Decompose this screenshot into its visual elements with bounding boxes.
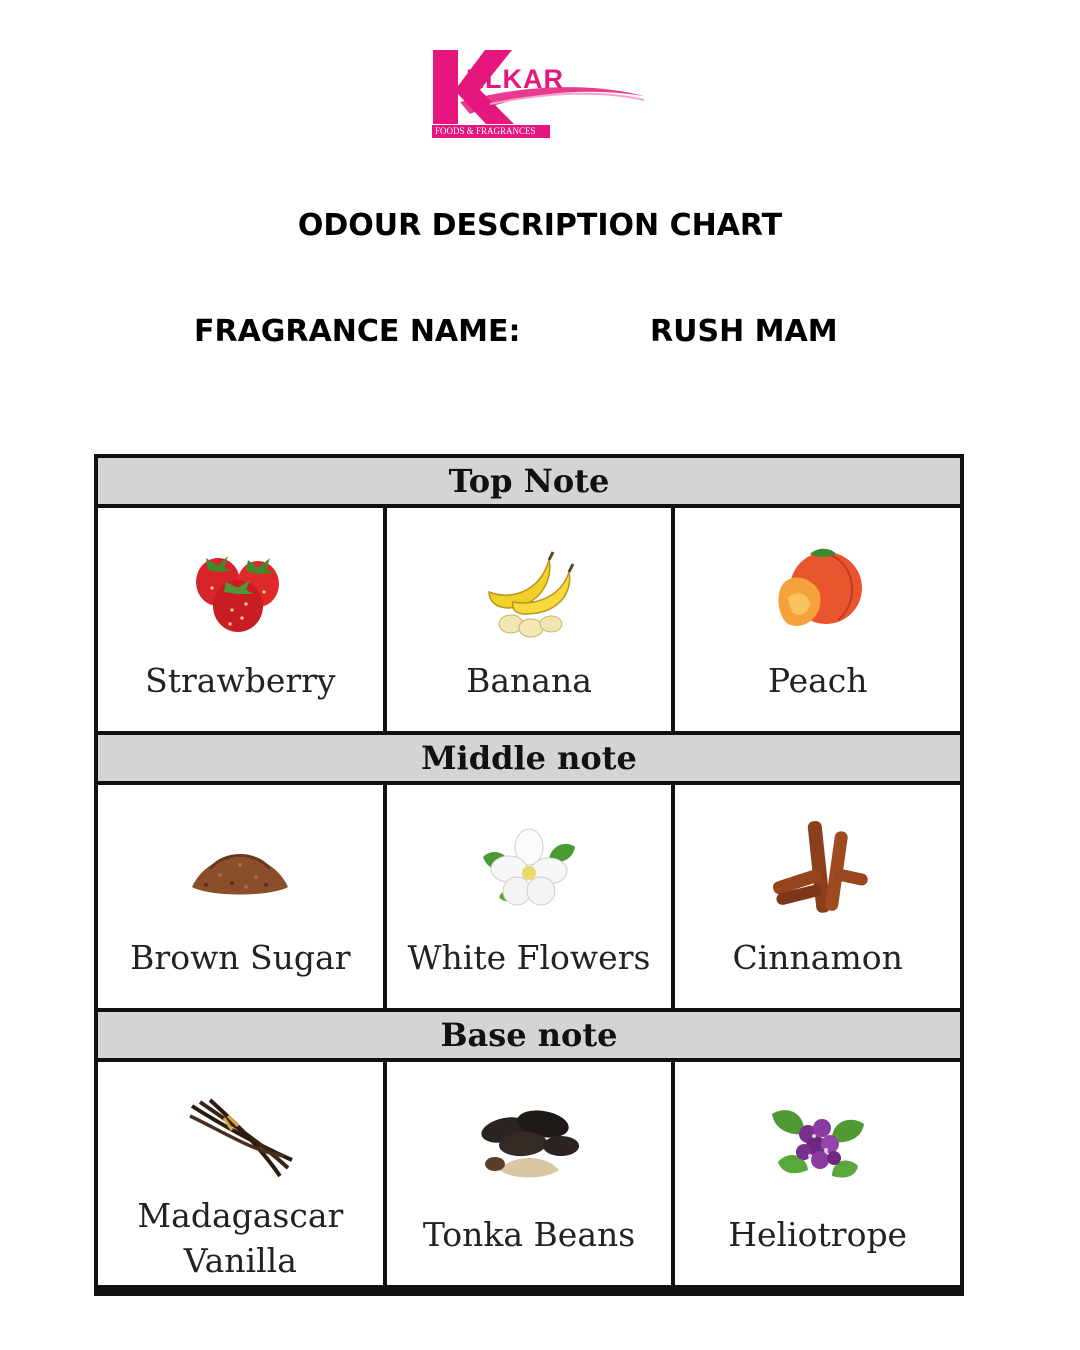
strawberry-icon (180, 540, 300, 640)
fragrance-name-label: FRAGRANCE NAME: (194, 314, 521, 349)
white-flower-icon (469, 817, 589, 917)
fragrance-name-value: RUSH MAM (650, 314, 838, 349)
note-cell (98, 1062, 383, 1285)
note-cell (675, 785, 960, 1008)
note-cell (675, 508, 960, 731)
middle-note-row (98, 785, 960, 1008)
note-cell (98, 785, 383, 1008)
note-label: White Flowers (407, 938, 651, 977)
brand-tagline: FOODS & FRAGRANCES (432, 125, 550, 138)
note-label: Brown Sugar (130, 938, 351, 977)
base-note-row (98, 1062, 960, 1285)
brand-wordmark: ELKAR (466, 64, 564, 94)
note-cell (387, 508, 672, 731)
tonka-beans-icon (469, 1094, 589, 1194)
note-label: Tonka Beans (422, 1215, 636, 1254)
cinnamon-icon (758, 817, 878, 917)
banana-icon (469, 540, 589, 640)
peach-icon (758, 540, 878, 640)
note-label: Banana (466, 661, 592, 700)
section-heading-base-note: Base note (98, 1012, 960, 1058)
vanilla-icon (180, 1090, 300, 1190)
note-label: Heliotrope (728, 1215, 908, 1254)
note-cell (387, 1062, 672, 1285)
note-cell (387, 785, 672, 1008)
page-title: ODOUR DESCRIPTION CHART (297, 208, 783, 243)
odour-chart-table (94, 454, 964, 1296)
note-label-line2: Vanilla (183, 1240, 297, 1280)
top-note-row (98, 508, 960, 731)
note-label: Strawberry (145, 661, 336, 700)
note-cell (675, 1062, 960, 1285)
note-cell (98, 508, 383, 731)
heliotrope-icon (758, 1094, 878, 1194)
section-heading-top-note: Top Note (98, 458, 960, 504)
note-label-line1: Madagascar (137, 1196, 344, 1235)
note-label: Cinnamon (732, 938, 903, 977)
section-heading-middle-note: Middle note (98, 735, 960, 781)
brown-sugar-icon (180, 817, 300, 917)
note-label: Peach (767, 661, 868, 700)
